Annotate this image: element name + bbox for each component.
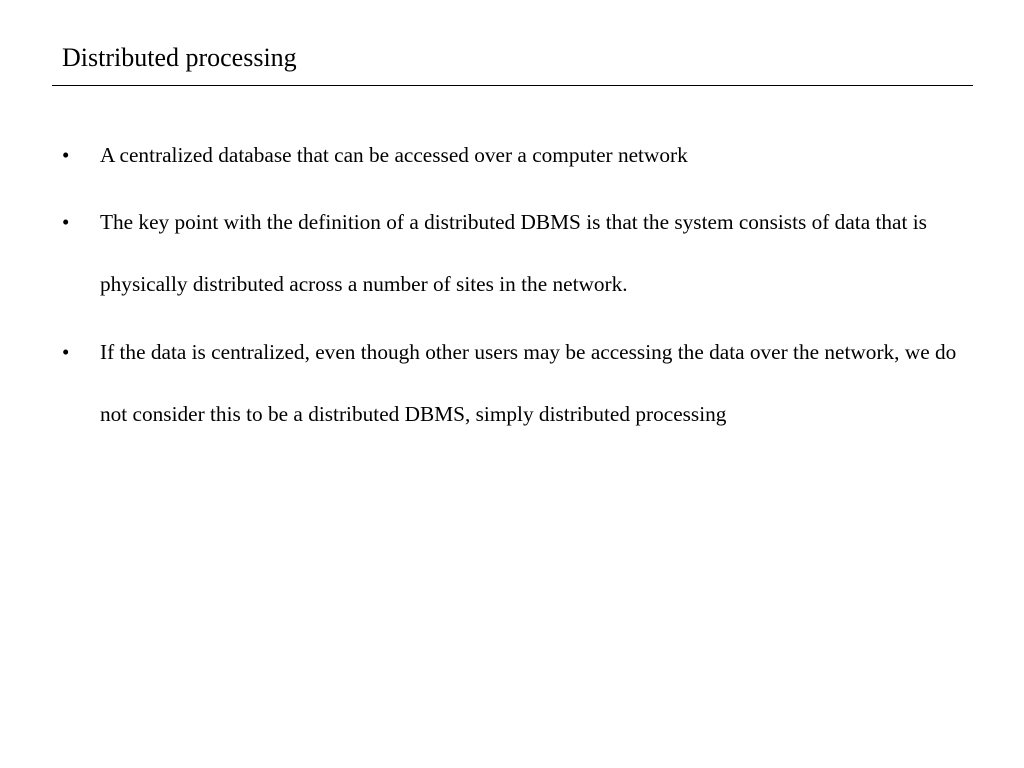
- bullet-text: If the data is centralized, even though other users may be accessing the data over the network, we do not consider this to be a distributed DBMS, simply distributed processing: [100, 340, 957, 426]
- bullet-dot: •: [62, 340, 70, 364]
- bullet-dot: •: [62, 210, 70, 234]
- bullet-text: The key point with the definition of a distributed DBMS is that the system consists of data that is physically distributed across a number of sites in the network.: [100, 210, 927, 296]
- bullet-dot: •: [62, 143, 70, 167]
- bullet-text: A centralized database that can be accessed over a computer network: [100, 143, 688, 167]
- slide-title: Distributed processing: [62, 43, 297, 72]
